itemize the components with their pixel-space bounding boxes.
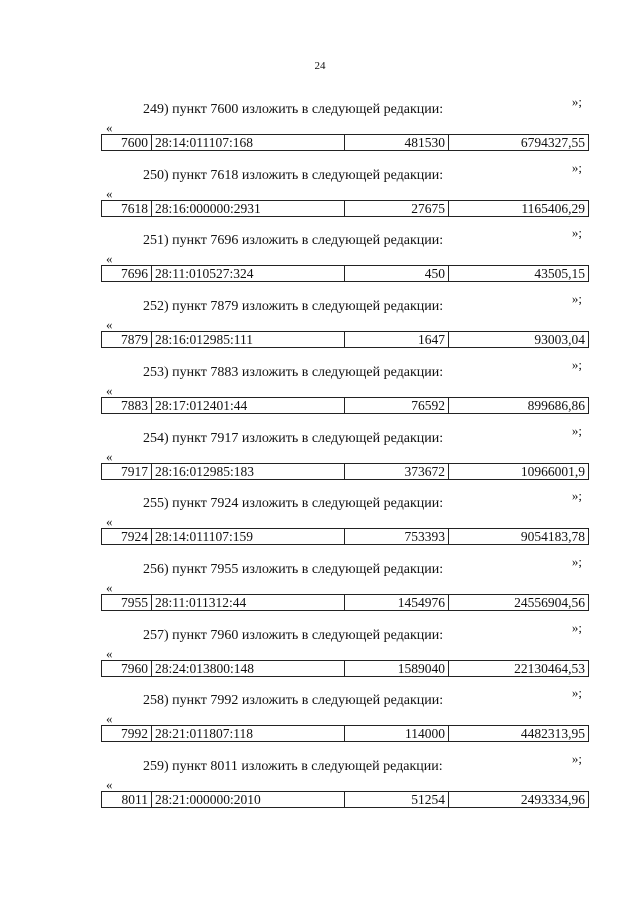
amendment-instruction: 252) пункт 7879 изложить в следующей редакции: [143,299,444,315]
table-row [102,200,589,216]
opening-quote: « [106,645,113,661]
closing-quote: »; [571,94,582,109]
register-row-table [101,791,589,808]
cadastral-value-cell: 4482313,95 [449,726,589,742]
cadastral-value-cell: 10966001,9 [449,463,589,479]
register-row-table [101,134,589,151]
area-cell: 753393 [345,529,449,545]
opening-quote: « [106,317,113,333]
amendment-instruction: 250) пункт 7618 изложить в следующей редакции: [143,167,444,183]
cadastral-value-cell: 93003,04 [449,332,589,348]
register-row-table [101,397,589,414]
register-row-table [101,265,589,282]
cadastral-number-cell: 28:14:011107:168 [152,135,345,151]
item-number-cell: 7992 [102,726,152,742]
amendment-instruction: 254) пункт 7917 изложить в следующей редакции: [143,430,444,446]
register-row-table [101,660,589,677]
opening-quote: « [106,777,113,792]
table-row [102,594,589,610]
area-cell: 1647 [345,332,449,348]
closing-quote: »; [571,159,582,175]
page-number: 24 [314,60,326,72]
item-number-cell: 7696 [102,266,152,282]
item-number-cell: 7917 [102,463,152,479]
area-cell: 481530 [345,135,449,151]
cadastral-value-cell: 22130464,53 [449,660,589,676]
register-row-table [101,331,589,348]
register-row-table [101,594,589,611]
item-number-cell: 7960 [102,660,152,676]
closing-quote: »; [571,553,582,569]
register-row-table [101,528,589,545]
item-number-cell: 7618 [102,200,152,216]
opening-quote: « [106,514,113,530]
opening-quote: « [106,185,113,201]
cadastral-number-cell: 28:14:011107:159 [152,529,345,545]
opening-quote: « [106,120,113,135]
amendment-instruction: 255) пункт 7924 изложить в следующей редакции: [143,496,444,512]
table-row [102,792,589,808]
opening-quote: « [106,251,113,267]
item-number-cell: 7955 [102,594,152,610]
cadastral-value-cell: 1165406,29 [449,200,589,216]
register-row-table [101,725,589,742]
table-row [102,660,589,676]
table-row [102,332,589,348]
area-cell: 76592 [345,397,449,413]
closing-quote: »; [571,488,582,504]
area-cell: 450 [345,266,449,282]
opening-quote: « [106,579,113,595]
item-number-cell: 7879 [102,332,152,348]
closing-quote: »; [571,751,582,766]
closing-quote: »; [571,685,582,701]
cadastral-number-cell: 28:11:010527:324 [152,266,345,282]
item-number-cell: 7600 [102,135,152,151]
amendment-instruction: 253) пункт 7883 изложить в следующей редакции: [143,364,444,380]
closing-quote: »; [571,291,582,307]
cadastral-value-cell: 43505,15 [449,266,589,282]
cadastral-number-cell: 28:11:011312:44 [152,594,345,610]
cadastral-value-cell: 24556904,56 [449,594,589,610]
cadastral-number-cell: 28:21:000000:2010 [152,792,345,808]
amendment-instruction: 259) пункт 8011 изложить в следующей редакции: [143,759,443,774]
item-number-cell: 8011 [102,792,152,808]
closing-quote: »; [571,225,582,241]
amendment-instruction: 257) пункт 7960 изложить в следующей редакции: [143,627,444,643]
cadastral-number-cell: 28:24:013800:148 [152,660,345,676]
cadastral-value-cell: 2493334,96 [449,792,589,808]
register-row-table [101,463,589,480]
cadastral-value-cell: 899686,86 [449,397,589,413]
closing-quote: »; [571,356,582,372]
opening-quote: « [106,448,113,464]
table-row [102,397,589,413]
table-row [102,529,589,545]
register-row-table [101,200,589,217]
cadastral-number-cell: 28:16:012985:183 [152,463,345,479]
table-row [102,726,589,742]
amendment-instruction: 256) пункт 7955 изложить в следующей редакции: [143,561,444,577]
cadastral-number-cell: 28:17:012401:44 [152,397,345,413]
opening-quote: « [106,382,113,398]
table-row [102,266,589,282]
table-row [102,463,589,479]
area-cell: 114000 [345,726,449,742]
area-cell: 1589040 [345,660,449,676]
cadastral-number-cell: 28:16:000000:2931 [152,200,345,216]
closing-quote: »; [571,422,582,438]
table-row [102,135,589,151]
area-cell: 51254 [345,792,449,808]
amendment-instruction: 251) пункт 7696 изложить в следующей редакции: [143,233,444,249]
item-number-cell: 7924 [102,529,152,545]
area-cell: 373672 [345,463,449,479]
amendment-instruction: 249) пункт 7600 изложить в следующей редакции: [143,102,444,117]
cadastral-number-cell: 28:16:012985:111 [152,332,345,348]
cadastral-value-cell: 6794327,55 [449,135,589,151]
cadastral-number-cell: 28:21:011807:118 [152,726,345,742]
amendment-instruction: 258) пункт 7992 изложить в следующей редакции: [143,693,444,709]
closing-quote: »; [571,619,582,635]
opening-quote: « [106,711,113,727]
item-number-cell: 7883 [102,397,152,413]
area-cell: 1454976 [345,594,449,610]
cadastral-value-cell: 9054183,78 [449,529,589,545]
area-cell: 27675 [345,200,449,216]
